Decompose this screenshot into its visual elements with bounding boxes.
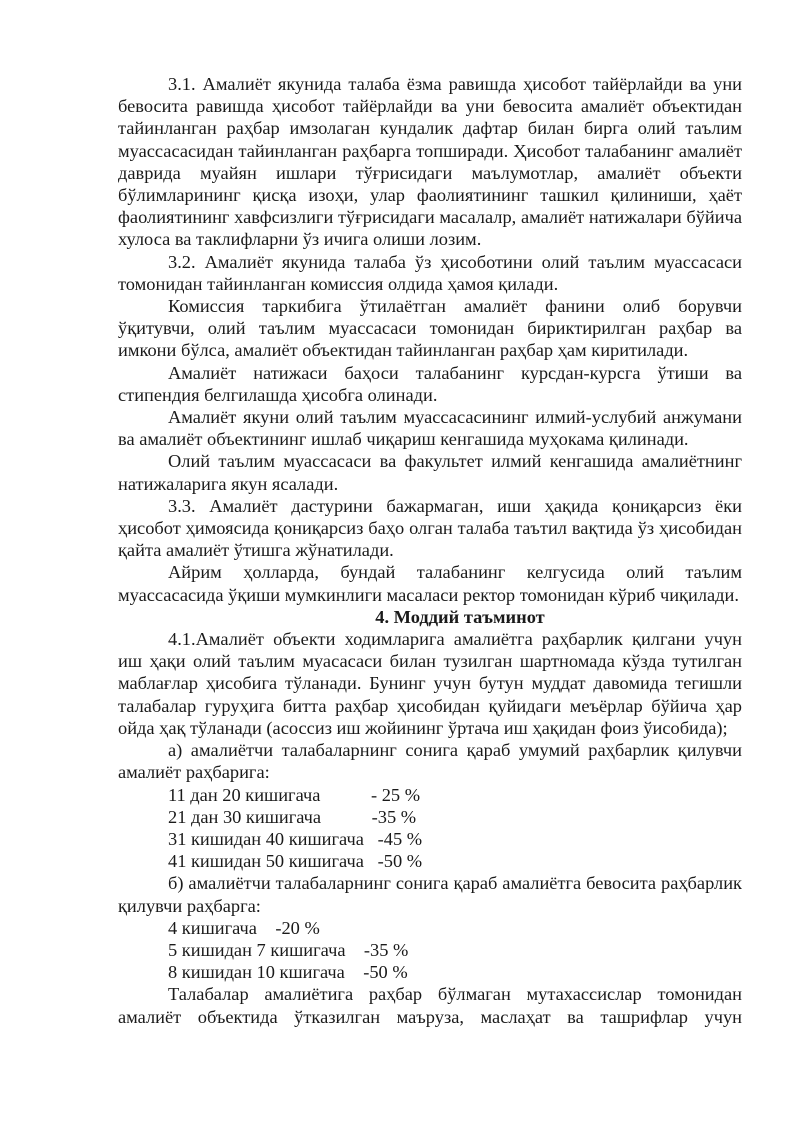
rate-line: 41 кишидан 50 кишигача -50 % xyxy=(168,851,423,872)
paragraph-4-1: 4.1.Амалиёт объекти ходимларига амалиётга раҳбарлик қилгани учун иш ҳақи олий таълим муасасаси билан тузилган шартномада кўзда тутилган маблағлар ҳисобига тўланади. Бунинг учун бутун муддат давомида тегишли талабалар гуруҳига битта раҳбар ҳисобидан қуйидаги меъёрлар бўйича ҳар ойда ҳақ тўланади (асоссиз иш жойининг ўртача иш ҳақидан фоиз ўисобида); xyxy=(118,629,742,738)
paragraph-last: Талабалар амалиётига раҳбар бўлмаган мутахассислар томонидан амалиёт объектида ўтказилган маъруза, маслаҳат ва ташрифлар учун xyxy=(118,984,742,1027)
paragraph-discussion: Амалиёт якуни олий таълим муассасасининг илмий-услубий анжумани ва амалиёт объектининг ишлаб чиқариш кенгашида муҳокама қилинади. xyxy=(118,407,742,450)
paragraph-commission: Комиссия таркибига ўтилаётган амалиёт фанини олиб борувчи ўқитувчи, олий таълим муассасаси томонидан бириктирилган раҳбар ва имкони бўлса, амалиёт объектидан тайинланган раҳбар ҳам киритилади. xyxy=(118,296,742,361)
rate-line: 21 дан 30 кишигача -35 % xyxy=(168,806,417,827)
rate-line: 8 кишидан 10 кшигача -50 % xyxy=(168,962,408,983)
paragraph-item-b: б) амалиётчи талабаларнинг сонига қараб амалиётга бевосита раҳбарлик қилувчи раҳбарга: xyxy=(118,873,742,916)
paragraph-grade: Амалиёт натижаси баҳоси талабанинг курсдан-курсга ўтиши ва стипендия белгилашда ҳисобга олинади. xyxy=(118,362,742,405)
rate-line: 4 кишигача -20 % xyxy=(168,917,320,938)
rate-line: 5 кишидан 7 кишигача -35 % xyxy=(168,939,409,960)
paragraph-council: Олий таълим муассасаси ва факультет илмий кенгашида амалиётнинг натижаларига якун ясалади. xyxy=(118,451,742,494)
section-heading: 4. Моддий таъминот xyxy=(375,606,545,627)
paragraph-item-a: а) амалиётчи талабаларнинг сонига қараб умумий раҳбарлик қилувчи амалиёт раҳбарига: xyxy=(118,740,742,783)
paragraph-3-3: 3.3. Амалиёт дастурини бажармаган, иши ҳақида қониқарсиз ёки ҳисобот ҳимоясида қониқарсиз баҳо олган талаба таътил вақтида ўз ҳисобидан қайта амалиёт ўтишга жўнатилади. xyxy=(118,495,742,561)
rate-line: 11 дан 20 кишигача - 25 % xyxy=(168,784,421,805)
paragraph-3-1: 3.1. Амалиёт якунида талаба ёзма равишда ҳисобот тайёрлайди ва уни бевосита равишда ҳисобот тайёрлайди ва уни бевосита амалиёт объектидан тайинланган раҳбар имзолаган кундалик дафтар билан бирга олий таълим муассасасидан тайинланган раҳбарга топширади. Ҳисобот талабанинг амалиёт даврида муайян ишлари тўғрисидаги маълумотлар, амалиёт объекти бўлимларининг қисқа изоҳи, улар фаолиятининг ташкил қилиниши, ҳаёт фаолиятининг хавфсизлиги тўғрисидаги масалалр, амалиёт натижалари бўйича хулоса ва таклифларни ўз ичига олиши лозим. xyxy=(118,74,742,250)
paragraph-rector: Айрим ҳолларда, бундай талабанинг келгусида олий таълим муассасасида ўқиши мумкинлиги масаласи ректор томонидан кўриб чиқилади. xyxy=(118,562,742,605)
paragraph-3-2: 3.2. Амалиёт якунида талаба ўз ҳисоботини олий таълим муассасаси томонидан тайинланган комиссия олдида ҳамоя қилади. xyxy=(118,251,742,294)
rate-line: 31 кишидан 40 кишигача -45 % xyxy=(168,828,423,849)
